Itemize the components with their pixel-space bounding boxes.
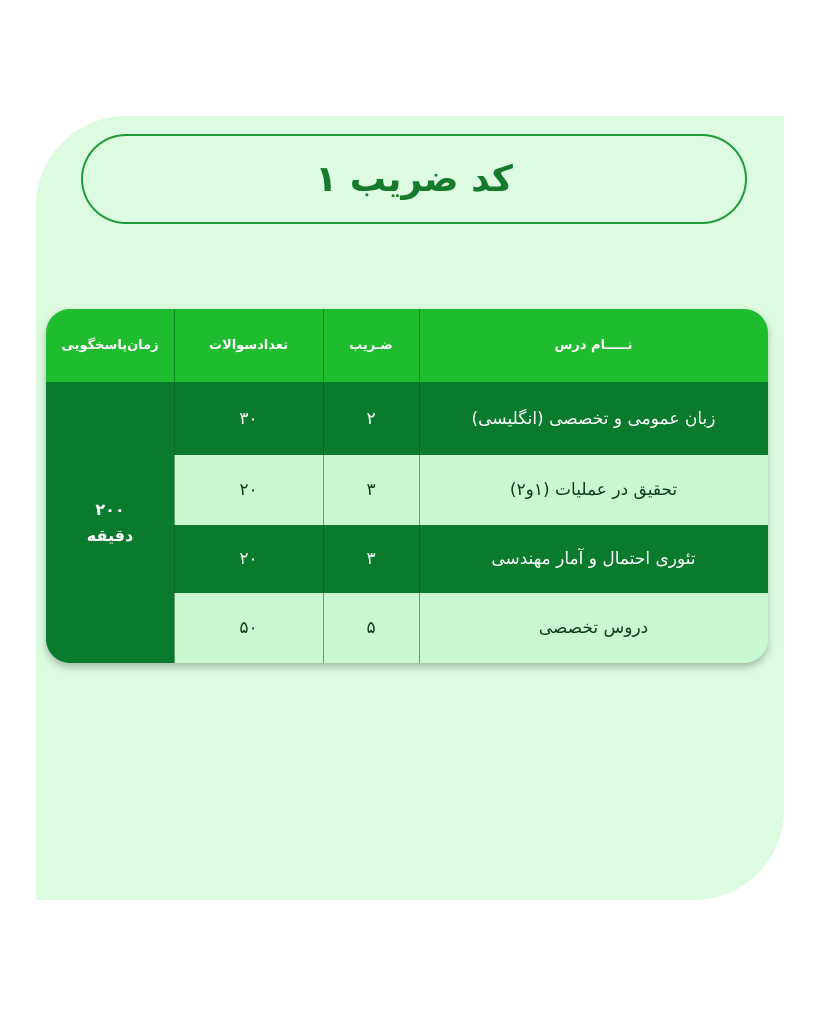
course-name: تئوری احتمال و آمار مهندسی — [491, 549, 696, 569]
answer-time-value: ۲۰۰ — [95, 499, 125, 519]
table-row — [174, 593, 768, 663]
column-divider — [323, 309, 324, 663]
header-question-count: تعدادسوالات — [209, 338, 288, 353]
answer-time-unit: دقیقه — [86, 525, 134, 545]
coefficient-value: ۵ — [366, 618, 376, 638]
course-name: دروس تخصصی — [538, 618, 649, 638]
coefficient-value: ۳ — [366, 480, 376, 500]
question-count-value: ۲۰ — [239, 480, 258, 500]
column-divider — [419, 309, 420, 663]
answer-time-cell — [46, 382, 174, 663]
coefficient-value: ۳ — [366, 549, 376, 569]
table-row — [174, 455, 768, 525]
table-header-row — [46, 309, 768, 382]
table-row — [174, 525, 768, 593]
course-name: زبان عمومی و تخصصی (انگلیسی) — [471, 408, 716, 429]
coefficient-table — [46, 309, 768, 663]
header-answer-time: زمان‌پاسخگویی — [61, 338, 159, 353]
header-course: نـــــام درس — [554, 338, 633, 353]
column-divider — [174, 309, 175, 663]
question-count-value: ۳۰ — [239, 408, 258, 429]
title-banner — [81, 134, 747, 224]
question-count-value: ۲۰ — [239, 549, 258, 569]
question-count-value: ۵۰ — [239, 618, 258, 638]
header-coefficient: ضـريب — [349, 338, 393, 353]
table-row — [174, 382, 768, 455]
course-name: تحقیق در عملیات (۱و۲) — [509, 480, 678, 500]
page-title: کد ضریب ۱ — [315, 158, 513, 200]
coefficient-value: ۲ — [366, 408, 376, 429]
